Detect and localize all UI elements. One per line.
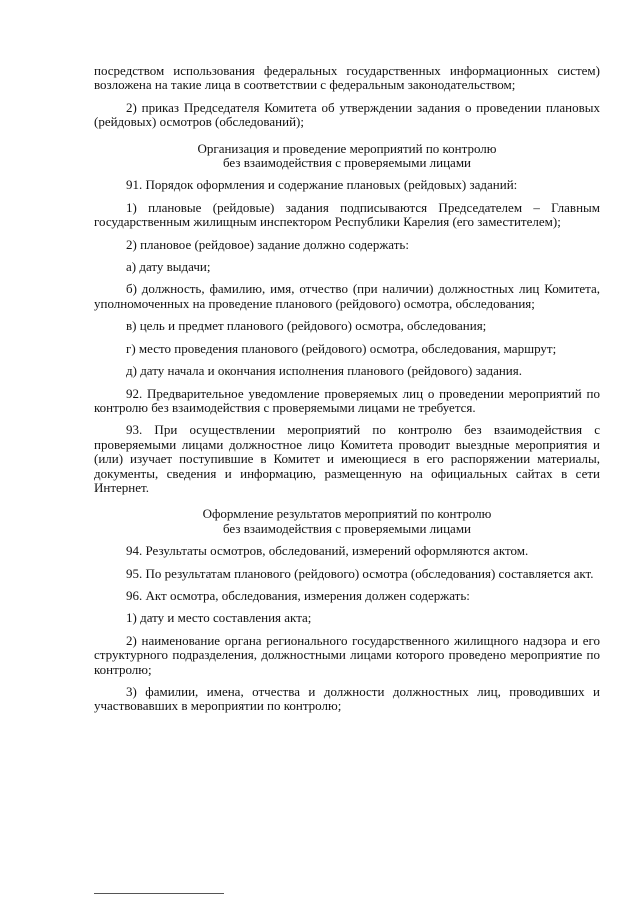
paragraph: 95. По результатам планового (рейдового) осмотра (обследования) составляется акт. bbox=[126, 565, 594, 581]
paragraph: д) дату начала и окончания исполнения планового (рейдового) задания. bbox=[126, 363, 522, 379]
paragraph: а) дату выдачи; bbox=[126, 259, 211, 275]
paragraph: посредством использования федеральных государственных информационных систем) возложена на такие лица в соответствии с федеральным законодательством; bbox=[94, 63, 600, 93]
paragraph: 94. Результаты осмотров, обследований, измерений оформляются актом. bbox=[126, 543, 529, 559]
paragraph: 2) приказ Председателя Комитета об утверждении задания о проведении плановых (рейдовых) осмотров (обследований); bbox=[94, 99, 600, 130]
paragraph: 1) плановые (рейдовые) задания подписываются Председателем – Главным государственным жилищным инспектором Республики Карелия (его заместителем); bbox=[94, 199, 600, 230]
paragraph: 93. При осуществлении мероприятий по контролю без взаимодействия с проверяемыми лицами должностное лицо Комитета проводит выездные мероприятия и (или) изучает поступившие в Комитет и имеющиеся в его распоряжении материалы, документы, сведения и информацию, размещенную на официальных сайтах в сети Интернет. bbox=[94, 422, 600, 495]
paragraph: 2) наименование органа регионального государственного жилищного надзора и его структурного подразделения, должностными лицами которого проведено мероприятие по контролю; bbox=[94, 632, 600, 677]
section-heading-line: Оформление результатов мероприятий по контролю bbox=[202, 506, 492, 522]
section-heading bbox=[94, 142, 600, 171]
paragraph: 91. Порядок оформления и содержание плановых (рейдовых) заданий: bbox=[126, 177, 518, 193]
paragraph: в) цель и предмет планового (рейдового) осмотра, обследования; bbox=[126, 318, 487, 334]
section-heading bbox=[94, 507, 600, 536]
paragraph: 1) дату и место составления акта; bbox=[126, 610, 312, 626]
section-heading-line: без взаимодействия с проверяемыми лицами bbox=[222, 520, 472, 536]
footnote-divider bbox=[94, 893, 224, 894]
paragraph: г) место проведения планового (рейдового) осмотра, обследования, маршрут; bbox=[126, 340, 557, 356]
section-heading-line: Организация и проведение мероприятий по контролю bbox=[197, 140, 497, 156]
paragraph: б) должность, фамилию, имя, отчество (при наличии) должностных лиц Комитета, уполномоченных на проведение планового (рейдового) осмотра, обследования; bbox=[94, 281, 600, 311]
paragraph: 3) фамилии, имена, отчества и должности должностных лиц, проводивших и участвовавших в мероприятии по контролю; bbox=[94, 684, 600, 714]
section-heading-line: без взаимодействия с проверяемыми лицами bbox=[222, 155, 472, 171]
document-page bbox=[94, 64, 600, 722]
paragraph: 92. Предварительное уведомление проверяемых лиц о проведении мероприятий по контролю без взаимодействия с проверяемыми лицами не требуется. bbox=[94, 385, 600, 415]
paragraph: 96. Акт осмотра, обследования, измерения должен содержать: bbox=[126, 587, 470, 603]
paragraph: 2) плановое (рейдовое) задание должно содержать: bbox=[126, 236, 409, 252]
